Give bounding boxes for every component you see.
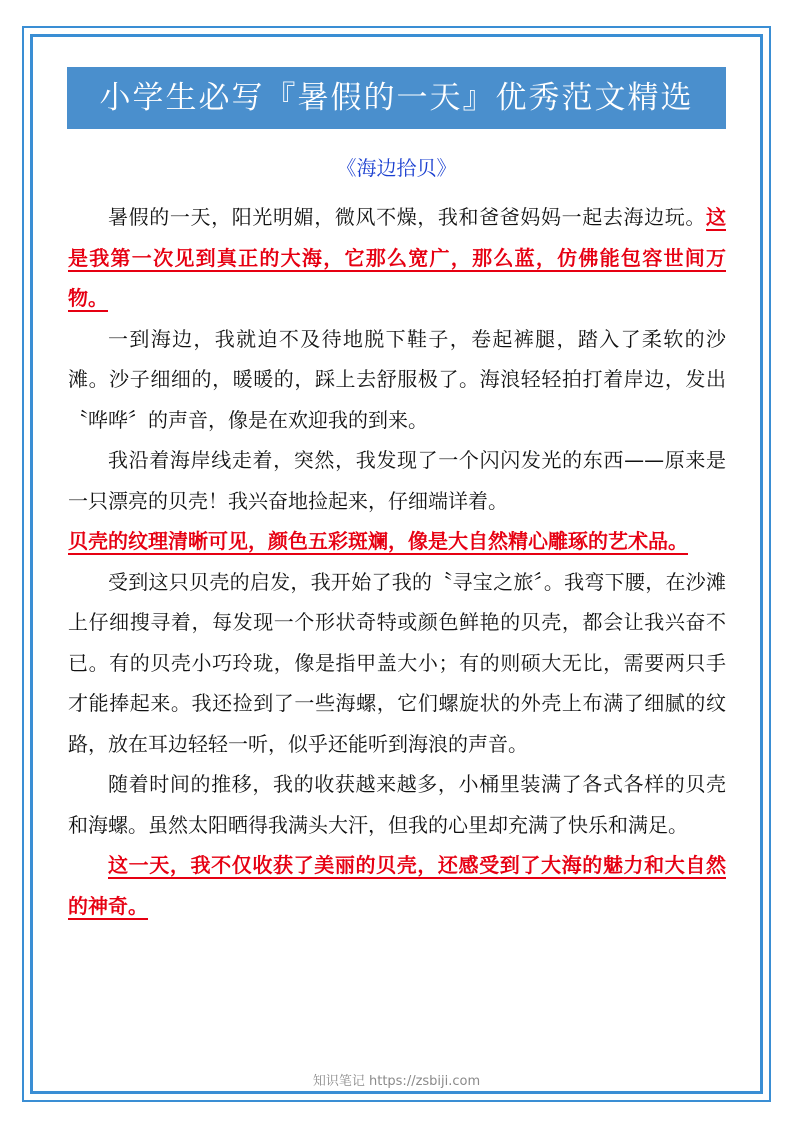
- page-title: 小学生必写『暑假的一天』优秀范文精选: [99, 80, 694, 116]
- paragraph-3: [68, 440, 726, 521]
- paragraph-5: [68, 764, 726, 845]
- highlighted-sentence: 这是我第一次见到真正的大海，它那么宽广，那么蓝，仿佛能包容世间万物。: [68, 205, 726, 310]
- paragraph-text: 随着时间的推移，我的收获越来越多，小桶里装满了各式各样的贝壳和海螺。虽然太阳晒得我满头大汗，但我的心里却充满了快乐和满足。: [68, 772, 726, 837]
- article-title: 《海边拾贝》: [336, 156, 457, 180]
- footer-watermark: 知识笔记 https://zsbiji.com: [312, 1074, 481, 1089]
- page-title-banner: [67, 67, 726, 129]
- paragraph-text: 一到海边，我就迫不及待地脱下鞋子，卷起裤腿，踏入了柔软的沙滩。沙子细细的，暖暖的，踩上去舒服极了。海浪轻轻拍打着岸边，发出〝哗哗〞的声音，像是在欢迎我的到来。: [68, 326, 726, 432]
- highlighted-sentence: 贝壳的纹理清晰可见，颜色五彩斑斓，像是大自然精心雕琢的艺术品。: [68, 529, 688, 553]
- paragraph-1: [68, 197, 726, 319]
- paragraph-2: [68, 319, 726, 441]
- paragraph-3-highlight: [68, 521, 726, 562]
- paragraph-text: 暑假的一天，阳光明媚，微风不燥，我和爸爸妈妈一起去海边玩。: [108, 205, 706, 229]
- paragraph-text: 受到这只贝壳的启发，我开始了我的〝寻宝之旅〞。我弯下腰，在沙滩上仔细搜寻着，每发现一个形状奇特或颜色鲜艳的贝壳，都会让我兴奋不已。有的贝壳小巧玲珑，像是指甲盖大小；有的则硕大无比，需要两只手才能捧起来。我还捡到了一些海螺，它们螺旋状的外壳上布满了细腻的纹路，放在耳边轻轻一听，似乎还能听到海浪的声音。: [68, 569, 726, 756]
- highlighted-sentence: 这一天，我不仅收获了美丽的贝壳，还感受到了大海的魅力和大自然的神奇。: [68, 853, 726, 918]
- paragraph-4: [68, 562, 726, 765]
- paragraph-6: [68, 845, 726, 926]
- paragraph-text: 我沿着海岸线走着，突然，我发现了一个闪闪发光的东西——原来是一只漂亮的贝壳！我兴奋地捡起来，仔细端详着。: [68, 448, 726, 513]
- article-body: [68, 197, 726, 926]
